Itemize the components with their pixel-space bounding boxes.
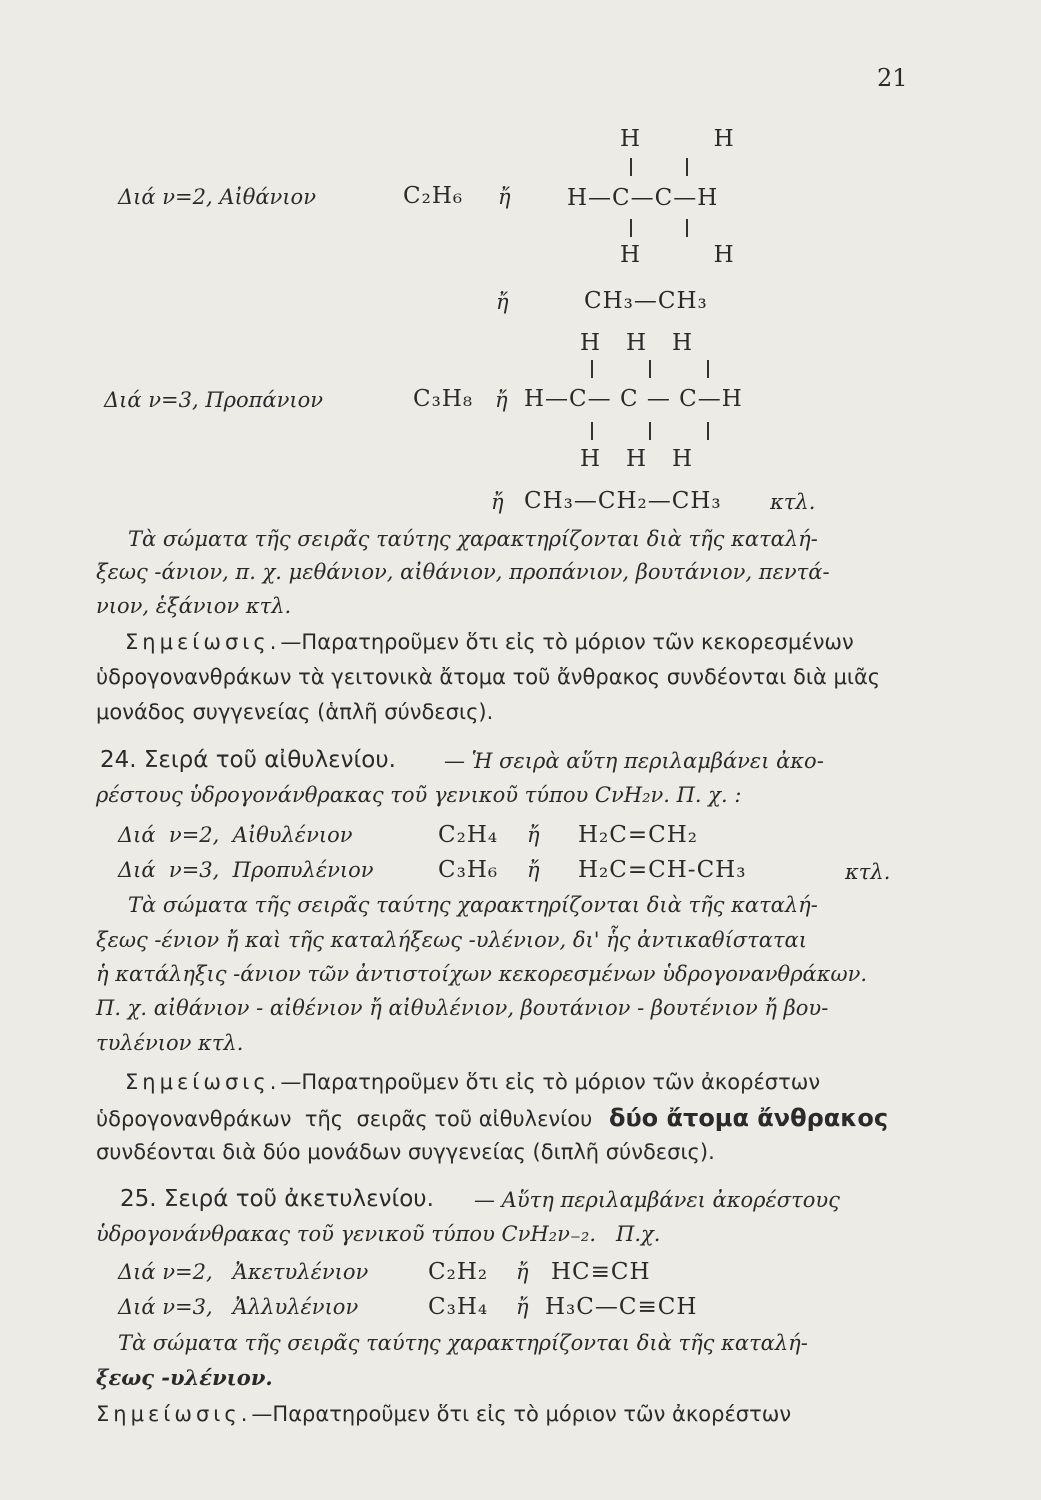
bond-line xyxy=(630,158,632,176)
note-label-text: Σημείωσις. xyxy=(125,1070,281,1094)
ethane-condensed: CH₃—CH₃ xyxy=(584,288,708,314)
bond-line xyxy=(686,219,688,237)
or-word: ἤ xyxy=(498,185,511,209)
para1-line: Τὰ σώματα τῆς σειρᾶς ταύτης χαρακτηρίζονται διὰ τῆς καταλή- xyxy=(128,527,818,551)
note-label-text: Σημείωσις. xyxy=(125,630,281,654)
para1-line: νιον, ἑξάνιον κτλ. xyxy=(96,594,292,618)
propane-label: Διά ν=3, Προπάνιον xyxy=(104,388,324,412)
bond-line xyxy=(707,422,709,440)
page-number: 21 xyxy=(877,64,908,92)
section-24-intro: — Ἡ σειρὰ αὕτη περιλαμβάνει ἀκο- xyxy=(444,749,824,773)
row-formula: C₃H₄ xyxy=(428,1294,489,1320)
row-label: Διά ν=2, Ἀκετυλένιον xyxy=(118,1260,369,1284)
note1-line: ὑδρογονανθράκων τὰ γειτονικὰ ἄτομα τοῦ ἄνθρακος συνδέονται διὰ μιᾶς xyxy=(96,665,881,689)
note1-line: μονάδος συγγενείας (ἁπλῆ σύνδεσις). xyxy=(96,700,494,724)
note24-bold: δύο ἄτομα ἄνθρακος xyxy=(608,1104,889,1132)
or-word: ἤ xyxy=(527,858,540,882)
para25-line: Τὰ σώματα τῆς σειρᾶς ταύτης χαρακτηρίζονται διὰ τῆς καταλή- xyxy=(118,1331,808,1355)
note24-line: συνδέονται διὰ δύο μονάδων συγγενείας (διπλῆ σύνδεσις). xyxy=(96,1140,715,1164)
or-word: ἤ xyxy=(516,1295,529,1319)
row-label: Διά ν=3, Ἀλλυλένιον xyxy=(118,1295,359,1319)
row-structure: H₃C—C≡CH xyxy=(545,1294,698,1320)
note-label-text: Σημείωσις. xyxy=(96,1402,252,1426)
note24-line: ὑδρογονανθράκων τῆς σειρᾶς τοῦ αἰθυλενίου xyxy=(96,1107,593,1131)
para24-line: τυλένιον κτλ. xyxy=(96,1031,244,1055)
section-25-intro: — Αὕτη περιλαμβάνει ἀκορέστους xyxy=(474,1188,840,1212)
row-label: Διά ν=3, Προπυλένιον xyxy=(118,858,374,882)
etc: κτλ. xyxy=(770,490,816,514)
ethane-label: Διά ν=2, Αἰθάνιον xyxy=(118,185,316,209)
section-24-intro2: ρέστους ὑδρογονάνθρακας τοῦ γενικοῦ τύπου CνH₂ν. Π. χ. : xyxy=(96,783,742,807)
section-24-heading: 24. Σειρά τοῦ αἰθυλενίου. xyxy=(100,747,396,773)
bond-line xyxy=(591,360,593,378)
or-word: ἤ xyxy=(491,490,504,514)
para24-line: ἡ κατάληξις -άνιον τῶν ἀντιστοίχων κεκορεσμένων ὑδρογονανθράκων. xyxy=(96,962,868,986)
note-25 xyxy=(96,1402,791,1426)
propane-condensed: CH₃—CH₂—CH₃ xyxy=(524,488,722,514)
row-structure: HC≡CH xyxy=(551,1259,651,1285)
bond-line xyxy=(630,219,632,237)
row-formula: C₂H₄ xyxy=(438,822,499,848)
row-label: Διά ν=2, Αἰθυλένιον xyxy=(118,823,353,847)
para24-line: ξεως -ένιον ἤ καὶ τῆς καταλήξεως -υλένιον, δι' ἧς ἀντικαθίσταται xyxy=(96,928,807,952)
propane-top-h: H H H xyxy=(580,330,694,356)
bond-line xyxy=(686,158,688,176)
para24-line: Τὰ σώματα τῆς σειρᾶς ταύτης χαρακτηρίζονται διὰ τῆς καταλή- xyxy=(128,893,818,917)
row-formula: C₂H₂ xyxy=(428,1259,489,1285)
bond-line xyxy=(707,360,709,378)
note25-line: —Παρατηροῦμεν ὅτι εἰς τὸ μόριον τῶν ἀκορέστων xyxy=(251,1402,792,1426)
note24-line: —Παρατηροῦμεν ὅτι εἰς τὸ μόριον τῶν ἀκορέστων xyxy=(280,1070,821,1094)
or-word: ἤ xyxy=(495,388,508,412)
etc: κτλ. xyxy=(845,860,891,884)
propane-bottom-h: H H H xyxy=(580,446,694,472)
row-structure: H₂C=CH₂ xyxy=(578,822,699,848)
bond-line xyxy=(649,360,651,378)
para25-line: ξεως -υλένιον. xyxy=(96,1365,273,1390)
para24-line: Π. χ. αἰθάνιον - αἰθένιον ἤ αἰθυλένιον, βουτάνιον - βουτένιον ἤ βου- xyxy=(96,996,829,1020)
note-label xyxy=(125,630,854,654)
bond-line xyxy=(591,422,593,440)
note-24-line2 xyxy=(96,1104,888,1132)
ethane-bottom-h: H H xyxy=(620,242,735,268)
row-structure: H₂C=CH-CH₃ xyxy=(578,857,747,883)
section-25-heading: 25. Σειρά τοῦ ἀκετυλενίου. xyxy=(120,1186,434,1212)
propane-formula: C₃H₈ xyxy=(413,386,474,412)
para1-line: ξεως -άνιον, π. χ. μεθάνιον, αἰθάνιον, προπάνιον, βουτάνιον, πεντά- xyxy=(96,560,830,584)
ethane-structure: H—C—C—H xyxy=(567,185,719,211)
bond-line xyxy=(649,422,651,440)
propane-structure: H—C— C — C—H xyxy=(524,386,743,412)
note1-line: —Παρατηροῦμεν ὅτι εἰς τὸ μόριον τῶν κεκορεσμένων xyxy=(280,630,854,654)
or-word: ἤ xyxy=(496,290,509,314)
or-word: ἤ xyxy=(527,823,540,847)
ethane-top-h: H H xyxy=(620,126,735,152)
row-formula: C₃H₆ xyxy=(438,857,499,883)
section-25-intro2: ὑδρογονάνθρακας τοῦ γενικοῦ τύπου CνH₂ν₋₂. Π.χ. xyxy=(96,1222,661,1246)
note-24 xyxy=(125,1070,820,1094)
or-word: ἤ xyxy=(516,1260,529,1284)
ethane-formula: C₂H₆ xyxy=(403,183,464,209)
